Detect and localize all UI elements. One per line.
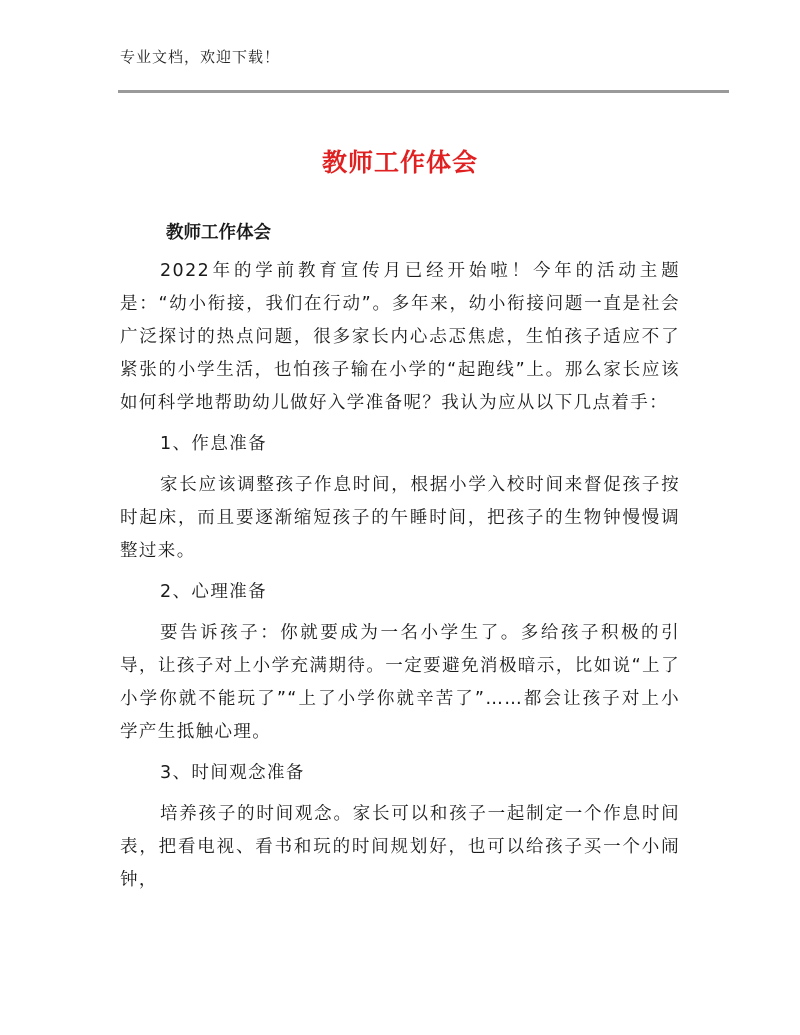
document-subtitle: 教师工作体会 — [166, 223, 271, 243]
header-note: 专业文档，欢迎下载！ — [120, 48, 281, 66]
section-heading-psychology: 2、心理准备 — [160, 582, 268, 602]
section-heading-routine: 1、作息准备 — [160, 434, 268, 454]
header-divider — [118, 90, 729, 93]
paragraph-routine: 家长应该调整孩子作息时间，根据小学入校时间来督促孩子按时起床，而且要逐渐缩短孩子的午睡时间，把孩子的生物钟慢慢调整过来。 — [120, 475, 680, 561]
paragraph-psychology: 要告诉孩子：你就要成为一名小学生了。多给孩子积极的引导，让孩子对上小学充满期待。一定要避免消极暗示，比如说“上了小学你就不能玩了”“上了小学你就辛苦了”……都会让孩子对上小学产生抵触心理。 — [120, 623, 680, 742]
paragraph-time: 培养孩子的时间观念。家长可以和孩子一起制定一个作息时间表，把看电视、看书和玩的时间规划好，也可以给孩子买一个小闹钟， — [120, 804, 680, 890]
section-heading-time: 3、时间观念准备 — [160, 763, 305, 783]
paragraph-intro: 2022年的学前教育宣传月已经开始啦！今年的活动主题是：“幼小衔接，我们在行动”。多年来，幼小衔接问题一直是社会广泛探讨的热点问题，很多家长内心忐忑焦虑，生怕孩子适应不了紧张的小学生活，也怕孩子输在小学的“起跑线”上。那么家长应该如何科学地帮助幼儿做好入学准备呢？我认为应从以下几点着手： — [120, 261, 680, 413]
document-body — [120, 219, 680, 905]
document-title: 教师工作体会 — [321, 148, 478, 177]
